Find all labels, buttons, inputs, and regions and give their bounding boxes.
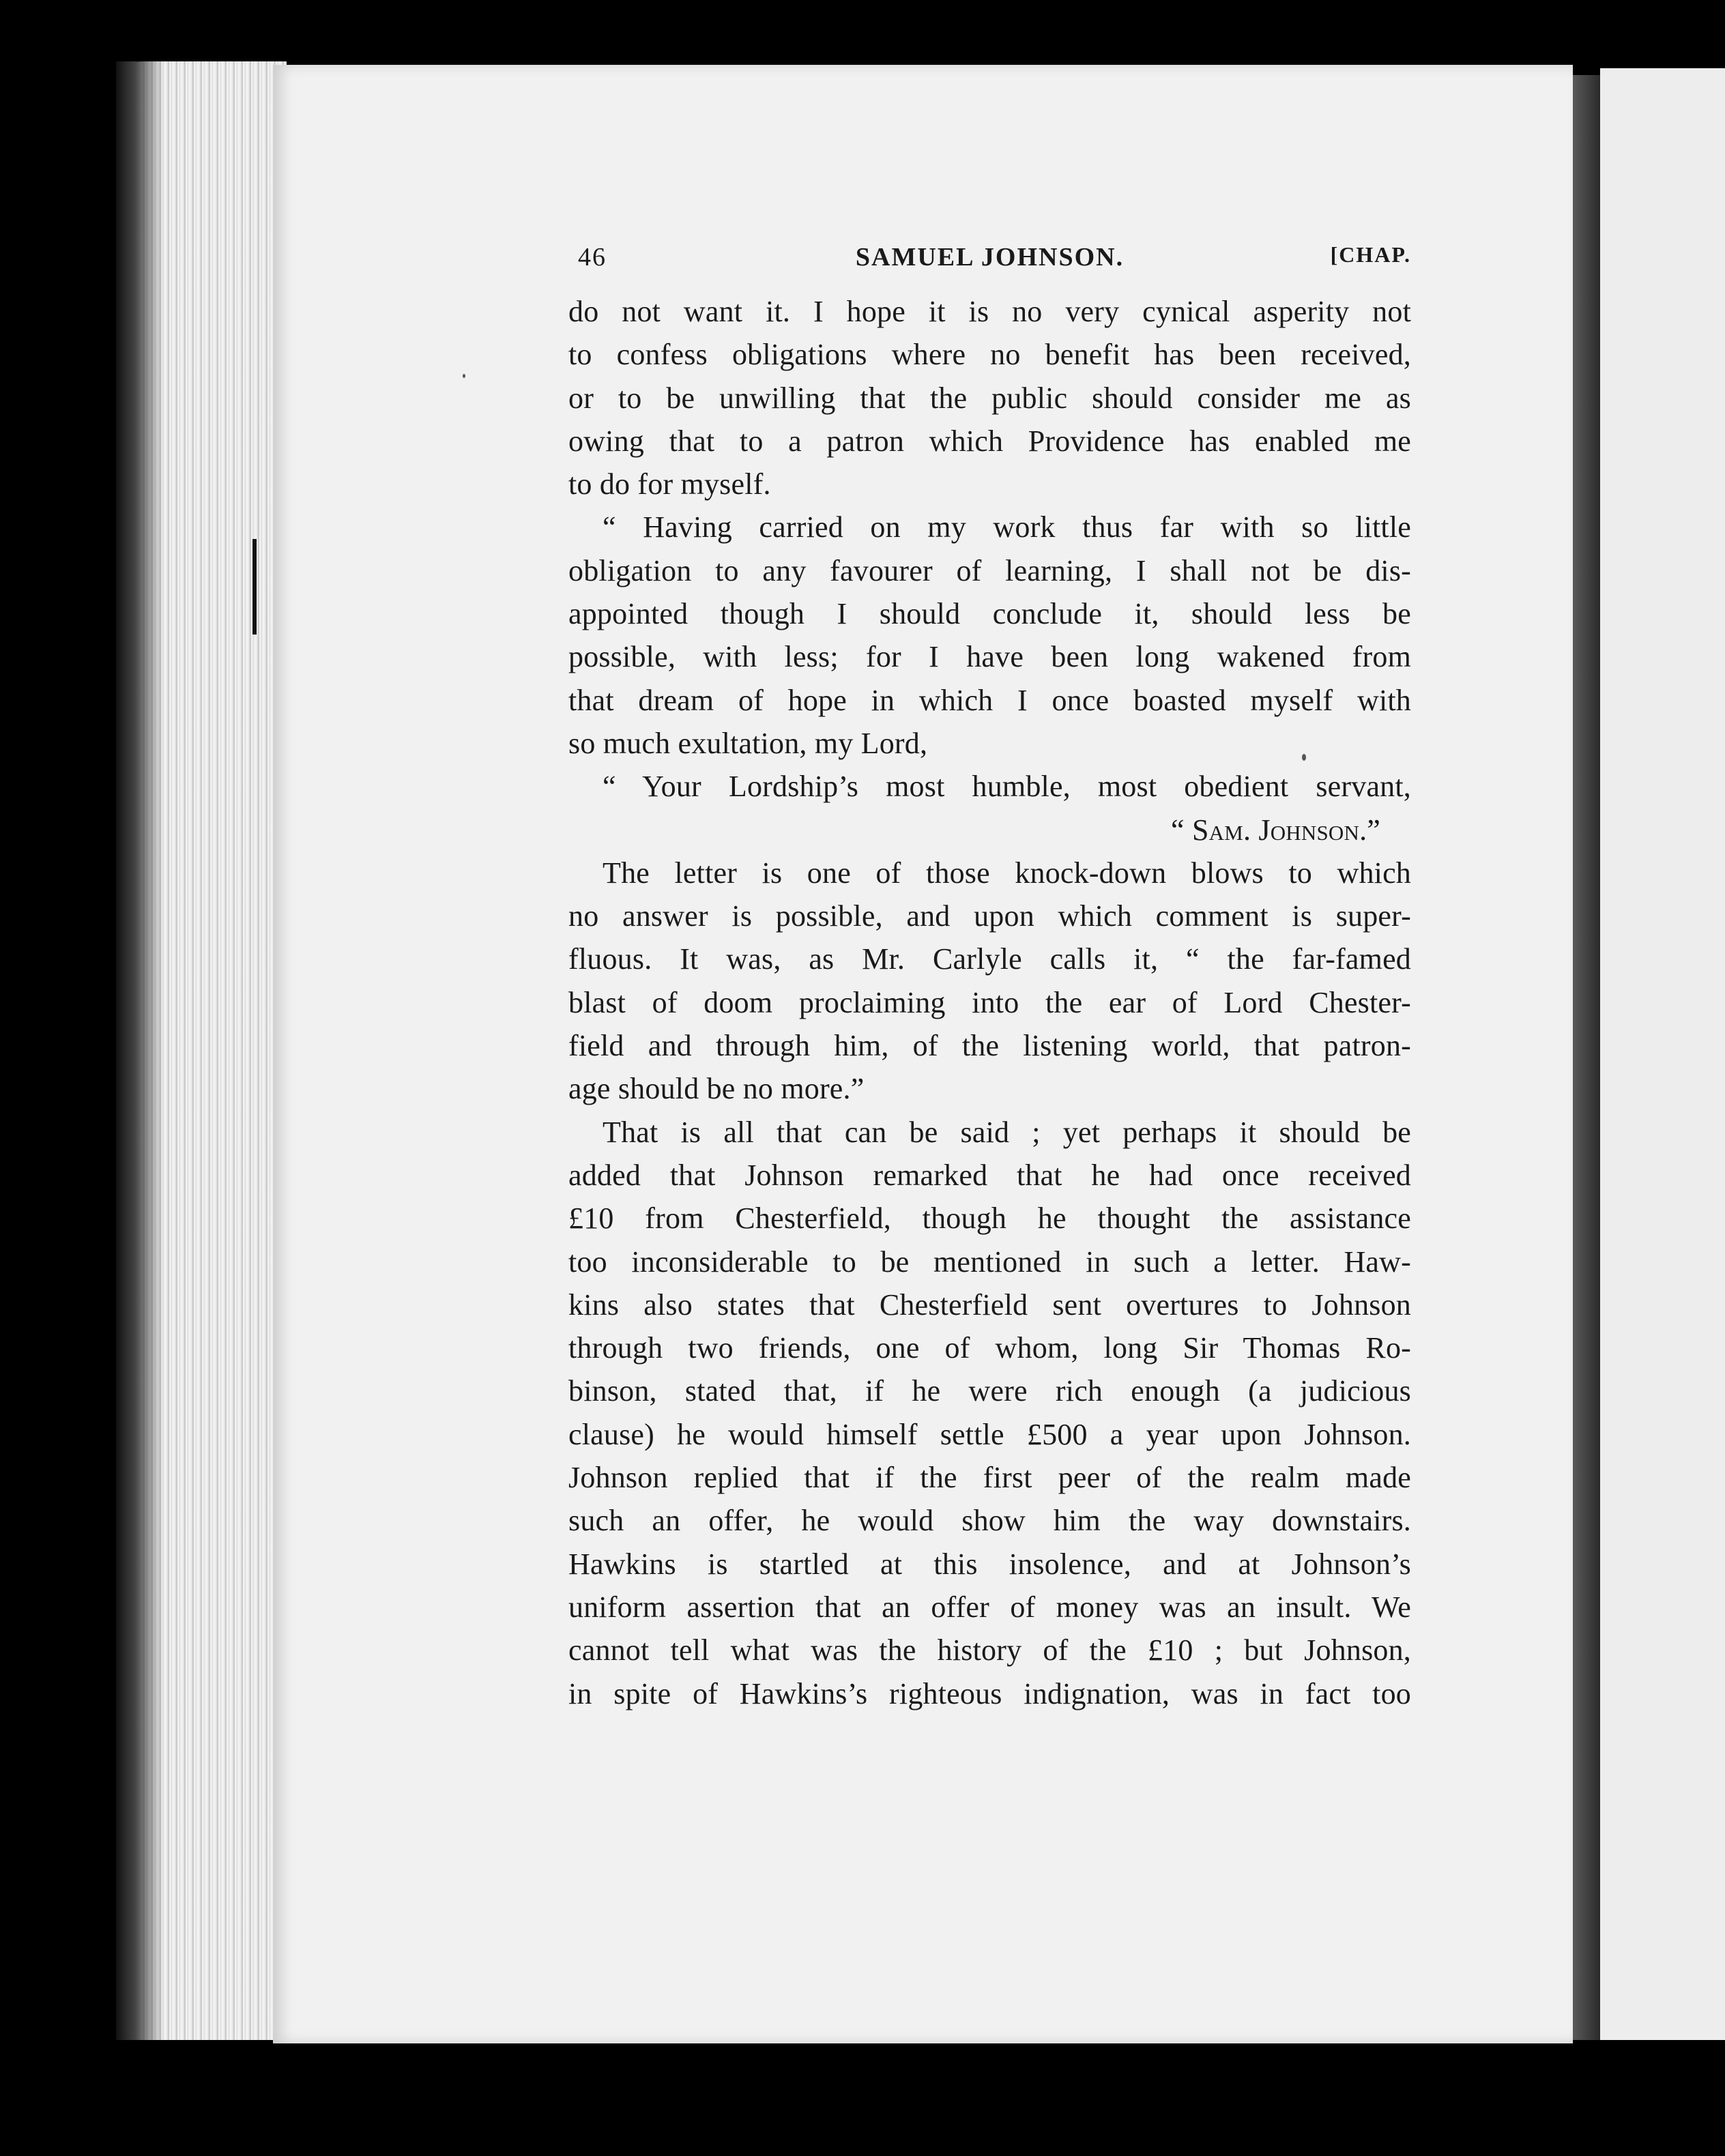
text-line: that dream of hope in which I once boasted myself with (568, 683, 1411, 717)
text-line: field and through him, of the listening world, that patron- (568, 1029, 1411, 1063)
page-number: 46 (578, 243, 607, 272)
text-line: cannot tell what was the history of the £10 ; but Johnson, (568, 1633, 1411, 1667)
text-line: blast of doom proclaiming into the ear of Lord Chester- (568, 985, 1411, 1019)
text-line: owing that to a patron which Providence has enabled me (568, 424, 1411, 458)
text-line: so much exultation, my Lord, (568, 726, 928, 760)
text-line: Hawkins is startled at this insolence, and at Johnson’s (568, 1547, 1411, 1581)
paper-speck (463, 374, 465, 378)
text-line: “ Your Lordship’s most humble, most obedient servant, (603, 770, 1411, 804)
chapter-marker: [CHAP. (1330, 242, 1411, 267)
text-line: That is all that can be said ; yet perhaps it should be (603, 1115, 1411, 1149)
text-line: age should be no more.” (568, 1072, 865, 1106)
text-line: fluous. It was, as Mr. Carlyle calls it, “ the far-famed (568, 942, 1411, 976)
text-line: obligation to any favourer of learning, I shall not be dis- (568, 553, 1411, 587)
page-text-block (568, 242, 1411, 1715)
text-line: do not want it. I hope it is no very cynical asperity not (568, 295, 1411, 328)
text-line: appointed though I should conclude it, should less be (568, 597, 1411, 631)
body-text (568, 290, 1411, 1715)
text-line: in spite of Hawkins’s righteous indignation, was in fact too (568, 1676, 1411, 1710)
text-line: The letter is one of those knock-down blows to which (603, 856, 1411, 890)
page-gutter-shadow (1573, 75, 1600, 2040)
text-line: such an offer, he would show him the way downstairs. (568, 1504, 1411, 1538)
facing-page-edge (1600, 68, 1725, 2040)
page-edge-mark (252, 539, 257, 635)
text-line: through two friends, one of whom, long Sir Thomas Ro- (568, 1331, 1411, 1365)
text-line: possible, with less; for I have been long wakened from (568, 640, 1411, 674)
text-line: uniform assertion that an offer of money was an insult. We (568, 1590, 1411, 1624)
running-head (568, 242, 1411, 290)
text-line: clause) he would himself settle £500 a year upon Johnson. (568, 1417, 1411, 1451)
book-page-edges (116, 61, 287, 2040)
text-line: added that Johnson remarked that he had once received (568, 1158, 1411, 1192)
text-line: too inconsiderable to be mentioned in such a letter. Haw- (568, 1244, 1411, 1279)
text-line: or to be unwilling that the public should consider me as (568, 381, 1411, 415)
text-line: to do for myself. (568, 467, 771, 501)
signature-line: “ Sam. Johnson.” (1171, 813, 1380, 847)
text-line: “ Having carried on my work thus far with so little (603, 510, 1411, 544)
text-line: no answer is possible, and upon which comment is super- (568, 899, 1411, 933)
text-line: £10 from Chesterfield, though he thought the assistance (568, 1201, 1411, 1236)
text-line: Johnson replied that if the first peer of the realm made (568, 1461, 1411, 1495)
text-line: binson, stated that, if he were rich enough (a judicious (568, 1374, 1411, 1408)
page-edge-shadow (116, 61, 164, 2040)
text-line: kins also states that Chesterfield sent overtures to Johnson (568, 1287, 1411, 1322)
running-title: SAMUEL JOHNSON. (855, 243, 1125, 272)
text-line: to confess obligations where no benefit has been received, (568, 338, 1411, 372)
